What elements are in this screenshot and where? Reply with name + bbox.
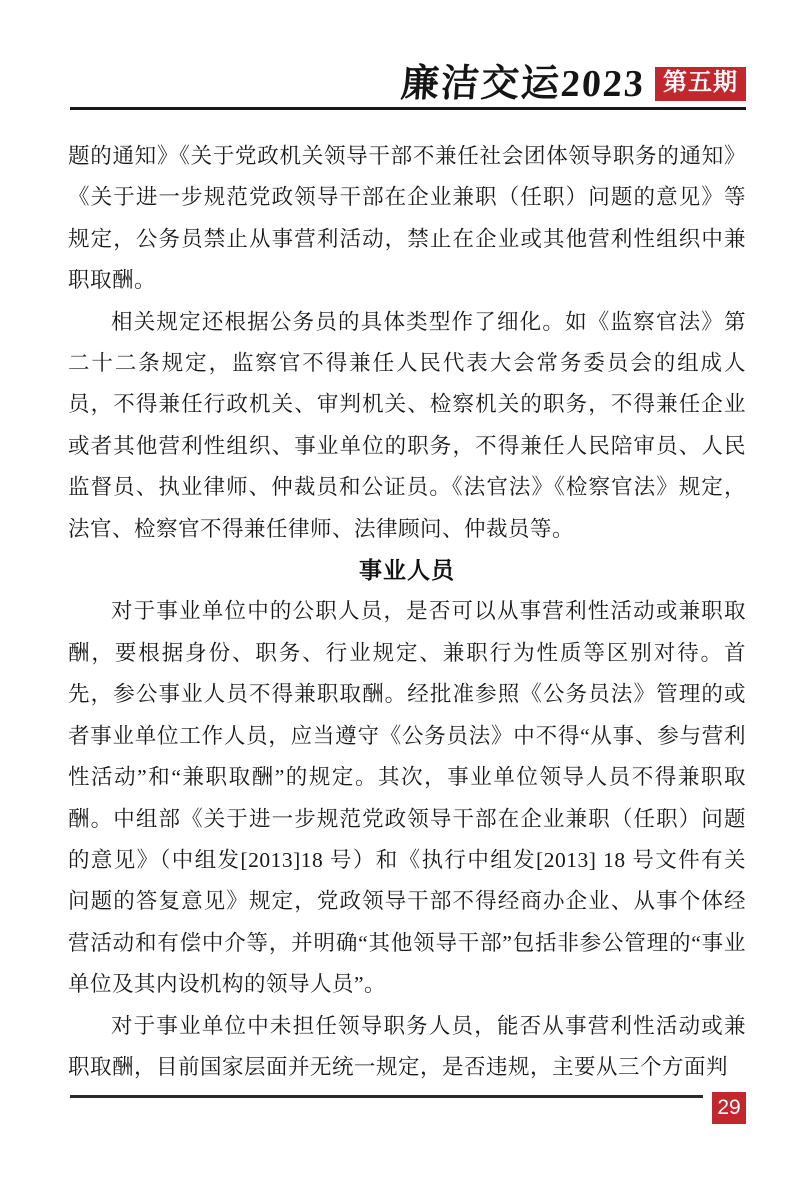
page-header bbox=[68, 60, 746, 108]
body-paragraph: 对于事业单位中未担任领导职务人员，能否从事营利性活动或兼职取酬，目前国家层面并无统一规定，是否违规，主要从三个方面判 bbox=[68, 1013, 746, 1079]
article-body bbox=[68, 136, 746, 1088]
header-divider-rule bbox=[70, 107, 746, 110]
body-paragraph: 对于事业单位中的公职人员，是否可以从事营利性活动或兼职取酬，要根据身份、职务、行业规定、兼职行为性质等区别对待。首先，参公事业人员不得兼职取酬。经批准参照《公务员法》管理的或者事业单位工作人员，应当遵守《公务员法》中不得“从事、参与营利性活动”和“兼职取酬”的规定。其次，事业单位领导人员不得兼职取酬。中组部《关于进一步规范党政领导干部在企业兼职（任职）问题的意见》（中组发[2013]18 号）和《执行中组发[2013] 18 号文件有关问题的答复意见》规定，党政领导干部不得经商办企业、从事个体经营活动和有偿中介等，并明确“其他领导干部”包括非参公管理的“事业单位及其内设机构的领导人员”。 bbox=[68, 599, 746, 997]
journal-title: 廉洁交运2023 bbox=[399, 63, 647, 105]
section-heading: 事业人员 bbox=[359, 557, 455, 584]
body-paragraph-continued: 题的通知》《关于党政机关领导干部不兼任社会团体领导职务的通知》《关于进一步规范党政领导干部在企业兼职（任职）问题的意见》等规定，公务员禁止从事营利活动，禁止在企业或其他营利性组织中兼职取酬。 bbox=[68, 144, 746, 293]
issue-number-badge: 第五期 bbox=[655, 67, 746, 101]
page-number-badge: 29 bbox=[712, 1092, 746, 1124]
footer-divider-rule bbox=[70, 1095, 703, 1098]
body-paragraph: 相关规定还根据公务员的具体类型作了细化。如《监察官法》第二十二条规定，监察官不得兼任人民代表大会常务委员会的组成人员，不得兼任行政机关、审判机关、检察机关的职务，不得兼任企业或者其他营利性组织、事业单位的职务，不得兼任人民陪审员、人民监督员、执业律师、仲裁员和公证员。《法官法》《检察官法》规定，法官、检察官不得兼任律师、法律顾问、仲裁员等。 bbox=[68, 309, 746, 541]
